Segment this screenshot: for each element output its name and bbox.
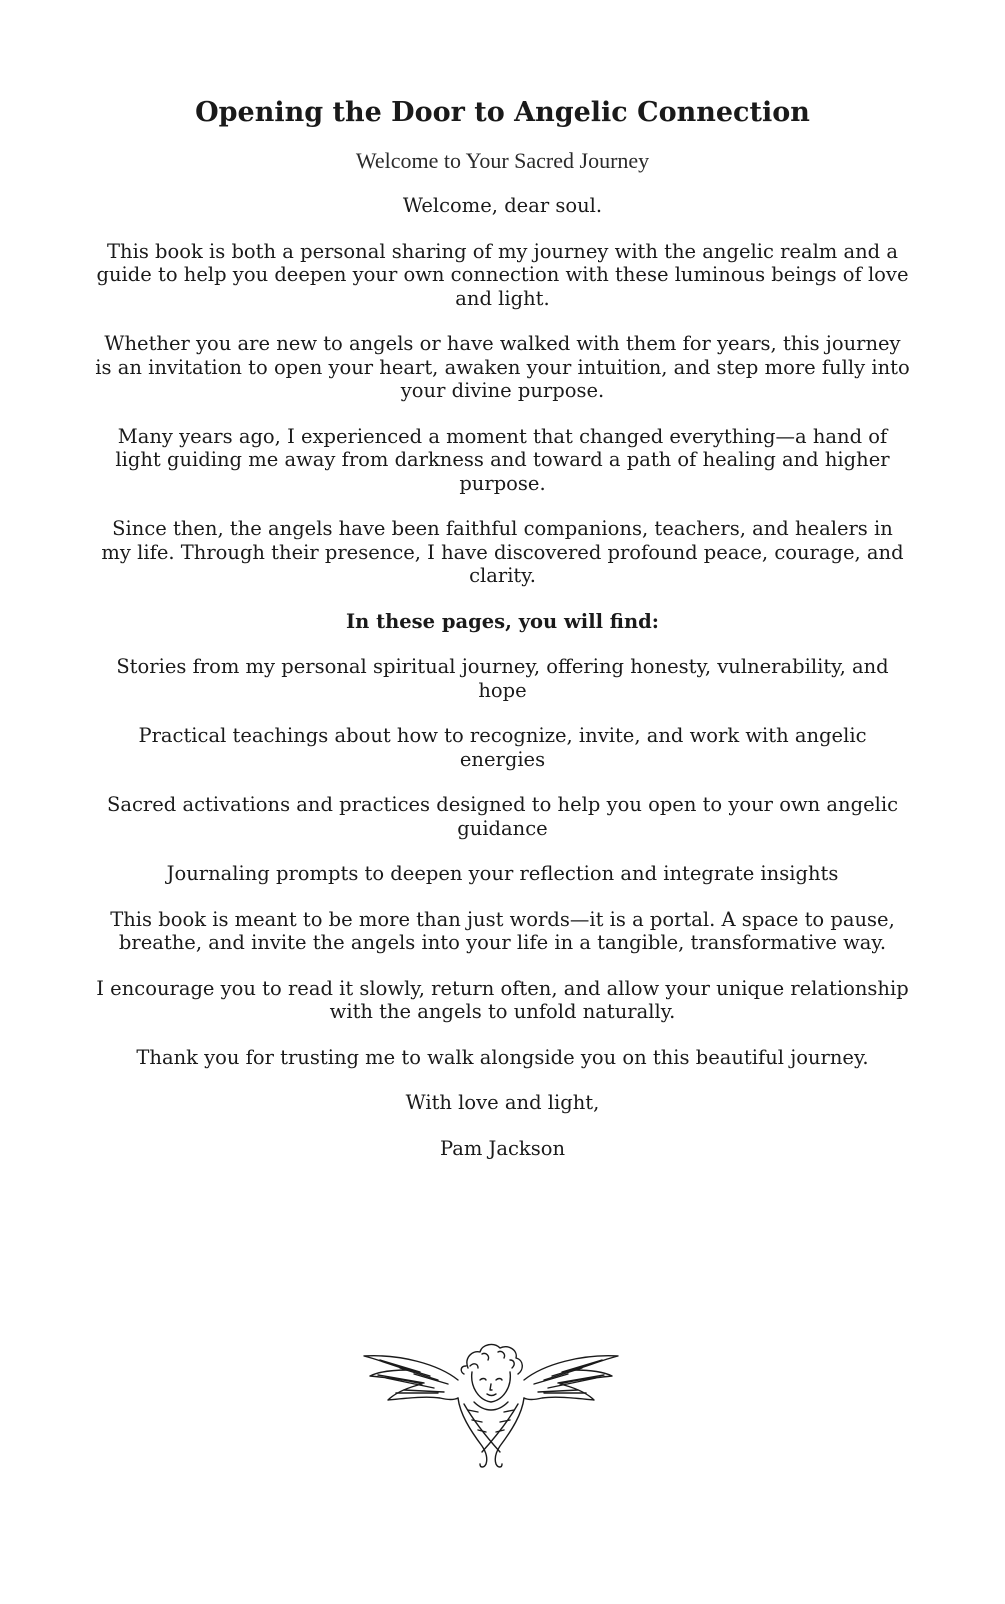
page-content <box>95 96 910 1182</box>
greeting: Welcome, dear soul. <box>402 194 603 217</box>
page-subtitle: Welcome to Your Sacred Journey <box>355 148 650 173</box>
intro-paragraph: Since then, the angels have been faithful companions, teachers, and healers in my life. Through their presence, I have discovered profound peace, courage, and clarity. <box>101 517 904 587</box>
find-list <box>95 655 910 886</box>
page-title: Opening the Door to Angelic Connection <box>195 97 810 128</box>
list-item: Practical teachings about how to recognize, invite, and work with angelic energies <box>138 724 867 771</box>
closing-line: With love and light, <box>405 1091 600 1114</box>
outro-paragraph: This book is meant to be more than just words—it is a portal. A space to pause, breathe, and invite the angels into your life in a tangible, transformative way. <box>110 907 895 954</box>
list-item: Stories from my personal spiritual journey, offering honesty, vulnerability, and hope <box>116 655 889 702</box>
winged-cherub-icon <box>360 1338 622 1470</box>
list-item: Journaling prompts to deepen your reflection and integrate insights <box>166 862 839 885</box>
list-item: Sacred activations and practices designed to help you open to your own angelic guidance <box>107 793 898 840</box>
outro-paragraph: Thank you for trusting me to walk alongside you on this beautiful journey. <box>136 1045 869 1069</box>
signature: Pam Jackson <box>439 1136 566 1160</box>
intro-paragraph: Many years ago, I experienced a moment that changed everything—a hand of light guiding me away from darkness and toward a path of healing and higher purpose. <box>115 424 890 495</box>
intro-paragraph: Whether you are new to angels or have walked with them for years, this journey is an invitation to open your heart, awaken your intuition, and step more fully into your divine purpose. <box>95 332 910 402</box>
intro-paragraph: This book is both a personal sharing of my journey with the angelic realm and a guide to help you deepen your own connection with these luminous beings of love and light. <box>96 239 909 310</box>
outro-paragraph: I encourage you to read it slowly, return often, and allow your unique relationship with the angels to unfold naturally. <box>96 976 909 1023</box>
find-heading: In these pages, you will find: <box>345 609 659 633</box>
